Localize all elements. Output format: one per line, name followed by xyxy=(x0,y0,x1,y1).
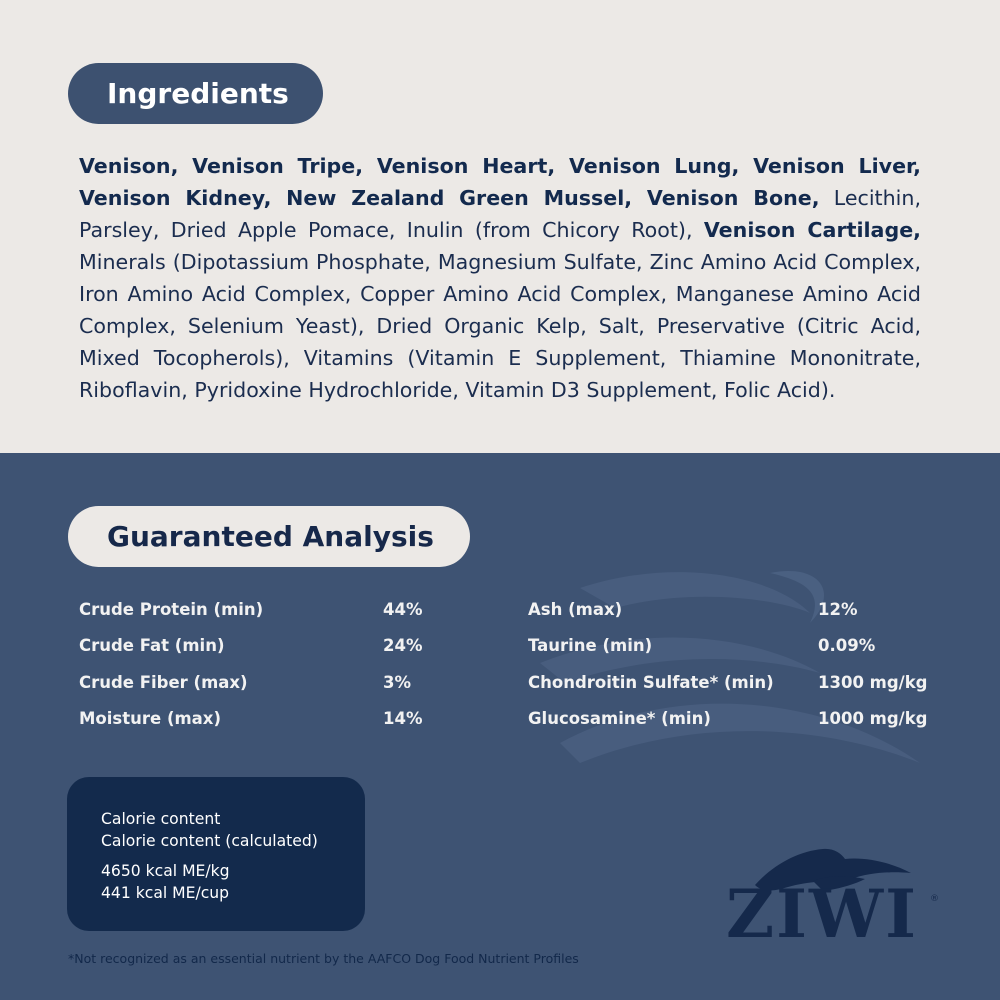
analysis-section xyxy=(0,453,1000,1000)
wave-swirl-icon xyxy=(520,553,940,833)
analysis-value: 14% xyxy=(383,709,423,728)
ingredients-list xyxy=(79,150,921,406)
calorie-value: 441 kcal ME/cup xyxy=(101,884,230,902)
analysis-value: 0.09% xyxy=(818,636,876,655)
analysis-label: Ash (max) xyxy=(528,600,623,619)
calorie-line: Calorie content (calculated) xyxy=(101,832,318,850)
ingredients-title: Ingredients xyxy=(68,63,323,124)
analysis-value: 44% xyxy=(383,600,423,619)
analysis-value: 1300 mg/kg xyxy=(818,673,928,692)
analysis-value: 24% xyxy=(383,636,423,655)
footnote: *Not recognized as an essential nutrient by the AAFCO Dog Food Nutrient Profiles xyxy=(68,951,579,966)
analysis-label: Taurine (min) xyxy=(528,636,653,655)
analysis-label: Crude Protein (min) xyxy=(79,600,264,619)
analysis-label: Moisture (max) xyxy=(79,709,221,728)
ingredients-text-2: Minerals (Dipotassium Phosphate, Magnesium Sulfate, Zinc Amino Acid Complex, Iron Amino Acid Complex, Copper Amino Acid Complex, Manganese Amino Acid Complex, Selenium Yeast), Dried Organic Kelp, Salt, Preservative (Citric Acid, Mixed Tocopherols), Vitamins (Vitamin E Supplement, Thiamine Mononitrate, Riboflavin, Pyridoxine Hydrochloride, Vitamin D3 Supplement, Folic Acid). xyxy=(79,250,921,402)
analysis-label: Chondroitin Sulfate* (min) xyxy=(528,673,774,692)
analysis-label: Crude Fiber (max) xyxy=(79,673,248,692)
analysis-value: 3% xyxy=(383,673,412,692)
analysis-title: Guaranteed Analysis xyxy=(68,506,470,567)
ingredients-bold-1: Venison, Venison Tripe, Venison Heart, Venison Lung, Venison Liver, Venison Kidney, New Zealand Green Mussel, Venison Bone, xyxy=(79,154,921,210)
ingredients-section xyxy=(0,0,1000,453)
calorie-line: Calorie content xyxy=(101,810,221,828)
analysis-value: 12% xyxy=(818,600,858,619)
calorie-box xyxy=(67,777,365,931)
analysis-label: Glucosamine* (min) xyxy=(528,709,711,728)
calorie-value: 4650 kcal ME/kg xyxy=(101,862,230,880)
registered-mark: ® xyxy=(930,894,939,904)
analysis-label: Crude Fat (min) xyxy=(79,636,225,655)
ingredients-text-1: Lecithin, Parsley, Dried Apple Pomace, Inulin (from Chicory Root), xyxy=(79,186,921,242)
analysis-value: 1000 mg/kg xyxy=(818,709,928,728)
ingredients-bold-2: Venison Cartilage, xyxy=(703,218,921,242)
brand-logo: ZIWI xyxy=(726,875,919,953)
